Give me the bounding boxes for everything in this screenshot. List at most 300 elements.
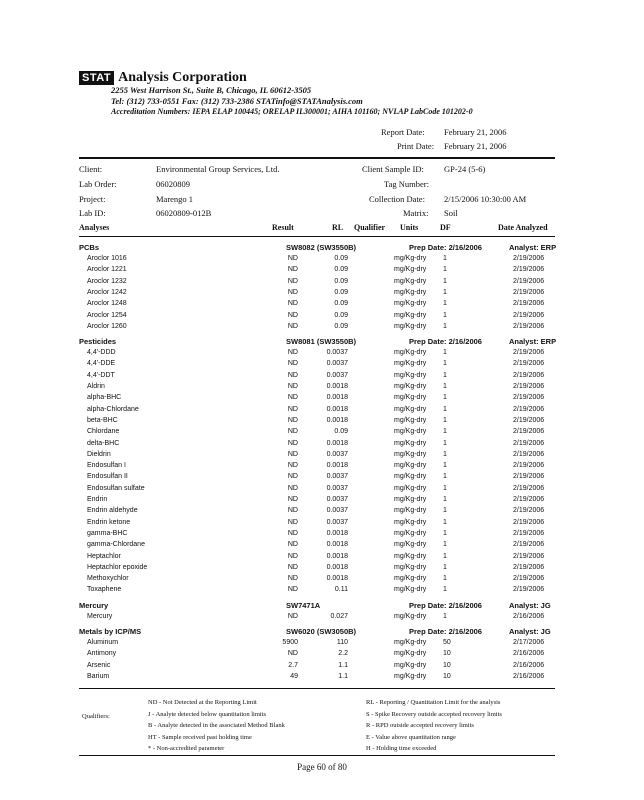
result-value: ND — [287, 300, 298, 308]
analyte-name: 4,4'-DDE — [87, 360, 116, 368]
analyte-name: alpha-BHC — [87, 394, 122, 402]
date-analyzed-value: 2/19/2006 — [513, 563, 545, 571]
date-analyzed-value: 2/19/2006 — [513, 288, 545, 296]
qualifier-item: * - Non-accredited parameter — [148, 745, 225, 752]
stat-logo: STAT — [79, 71, 114, 85]
table-row — [0, 372, 644, 383]
units-value: mg/Kg-dry — [394, 371, 427, 379]
analyte-name: Aroclor 1248 — [87, 300, 127, 308]
client-sample-id-label: Client Sample ID: — [362, 164, 424, 174]
result-value: 2.7 — [288, 661, 298, 669]
units-value: mg/Kg-dry — [394, 473, 427, 481]
table-row — [0, 394, 644, 405]
table-row — [0, 417, 644, 428]
df-value: 1 — [443, 541, 447, 549]
df-value: 1 — [443, 300, 447, 308]
df-value: 1 — [443, 360, 447, 368]
rl-value: 0.0018 — [326, 529, 348, 537]
df-value: 1 — [443, 383, 447, 390]
group-name: Metals by ICP/MS — [79, 627, 142, 636]
table-row — [0, 462, 644, 473]
rl-value: 0.0018 — [326, 405, 348, 413]
rl-value: 0.09 — [334, 322, 348, 330]
group-header — [79, 601, 579, 613]
company-header — [79, 68, 247, 86]
units-value: mg/Kg-dry — [394, 672, 427, 680]
page-number: Page 60 of 80 — [297, 762, 347, 772]
qualifier-item: B - Analyte detected in the associated Method Blank — [148, 722, 285, 729]
result-value: ND — [287, 586, 298, 594]
rl-value: 1.1 — [338, 672, 348, 680]
table-row — [0, 613, 644, 624]
analyte-name: Endrin — [87, 496, 108, 503]
rl-value: 0.09 — [334, 288, 348, 296]
date-analyzed-value: 2/16/2006 — [513, 672, 545, 680]
date-analyzed-value: 2/19/2006 — [513, 473, 545, 481]
analyte-name: Toxaphene — [87, 586, 122, 594]
date-analyzed-value: 2/19/2006 — [513, 360, 545, 368]
df-value: 1 — [443, 518, 447, 526]
rl-value: 0.0018 — [326, 575, 348, 583]
df-value: 1 — [443, 349, 447, 357]
result-value: ND — [287, 311, 298, 319]
result-value: ND — [287, 383, 298, 390]
date-analyzed-value: 2/19/2006 — [513, 416, 545, 424]
analyte-name: Heptachlor epoxide — [87, 563, 148, 571]
result-value: 49 — [290, 672, 298, 680]
df-value: 10 — [443, 672, 451, 680]
group-analyst: Analyst: JG — [509, 627, 551, 636]
collection-date-label: Collection Date: — [369, 194, 425, 204]
result-value: ND — [287, 575, 298, 583]
df-value: 1 — [443, 450, 447, 458]
date-analyzed-value: 2/19/2006 — [513, 439, 545, 447]
table-row — [0, 586, 644, 597]
result-value: ND — [287, 255, 298, 262]
group-name: Mercury — [79, 600, 109, 610]
analyte-name: Aroclor 1016 — [87, 255, 127, 262]
rl-value: 0.0037 — [326, 473, 348, 481]
units-value: mg/Kg-dry — [394, 563, 427, 571]
table-row — [0, 255, 644, 266]
group-prep-date: Prep Date: 2/16/2006 — [409, 243, 482, 252]
qualifiers-label: Qualifiers: — [82, 713, 110, 720]
df-value: 1 — [443, 266, 447, 274]
rl-value: 0.0018 — [326, 552, 348, 560]
group-method: SW8081 (SW3550B) — [286, 337, 357, 347]
rl-value: 0.0037 — [326, 360, 348, 368]
group-prep-date: Prep Date: 2/16/2006 — [409, 627, 482, 636]
df-value: 1 — [443, 311, 447, 319]
qualifier-item: S - Spike Recovery outside accepted recovery limits — [366, 710, 502, 718]
col-rl: RL — [332, 223, 344, 232]
units-value: mg/Kg-dry — [394, 349, 427, 357]
analyte-name: Aroclor 1242 — [87, 288, 127, 296]
date-analyzed-value: 2/16/2006 — [513, 612, 545, 620]
table-row — [0, 451, 644, 462]
units-value: mg/Kg-dry — [394, 322, 427, 330]
col-analyses: Analyses — [79, 223, 110, 232]
units-value: mg/Kg-dry — [394, 661, 427, 669]
rl-value: 0.0037 — [326, 518, 348, 526]
rl-value: 0.0037 — [326, 349, 348, 357]
divider-top — [79, 157, 555, 159]
rl-value: 0.0018 — [326, 439, 348, 447]
table-row — [0, 496, 644, 507]
result-value: ND — [287, 507, 298, 515]
rl-value: 0.0018 — [326, 416, 348, 424]
units-value: mg/Kg-dry — [394, 507, 427, 515]
units-value: mg/Kg-dry — [394, 518, 427, 526]
date-analyzed-value: 2/19/2006 — [513, 266, 545, 274]
column-header-row — [0, 223, 644, 235]
analyte-name: Endrin ketone — [87, 518, 131, 526]
table-row — [0, 300, 644, 311]
analyte-name: gamma-BHC — [87, 529, 128, 537]
df-value: 50 — [443, 639, 451, 646]
table-row — [0, 278, 644, 289]
units-value: mg/Kg-dry — [394, 612, 427, 620]
rl-value: 1.1 — [338, 661, 348, 669]
analyte-name: Aroclor 1221 — [87, 266, 127, 274]
date-analyzed-value: 2/19/2006 — [513, 518, 545, 526]
date-analyzed-value: 2/16/2006 — [513, 650, 545, 658]
project-label: Project: — [79, 194, 106, 204]
table-row — [0, 519, 644, 530]
col-qualifier: Qualifier — [354, 223, 386, 232]
accreditation-numbers: Accreditation Numbers: IEPA ELAP 100445; ORELAP IL300001; AIHA 101160; NVLAP LabCode 101202-0 — [111, 107, 473, 116]
analyte-name: Aldrin — [87, 383, 105, 390]
group-header — [79, 337, 579, 349]
analyte-name: Aroclor 1254 — [87, 311, 127, 319]
units-value: mg/Kg-dry — [394, 552, 427, 560]
rl-value: 0.09 — [334, 277, 348, 285]
result-value: ND — [287, 439, 298, 447]
result-value: ND — [287, 371, 298, 379]
analyte-name: Aroclor 1260 — [87, 322, 127, 330]
table-row — [0, 639, 644, 650]
units-value: mg/Kg-dry — [394, 266, 427, 274]
table-row — [0, 673, 644, 684]
qualifier-item: ND - Not Detected at the Reporting Limit — [148, 699, 257, 706]
df-value: 1 — [443, 507, 447, 515]
result-value: ND — [287, 496, 298, 503]
analyte-name: Aluminum — [87, 639, 119, 646]
analyte-name: Mercury — [87, 612, 113, 620]
date-analyzed-value: 2/19/2006 — [513, 586, 545, 594]
date-analyzed-value: 2/19/2006 — [513, 529, 545, 537]
units-value: mg/Kg-dry — [394, 394, 427, 402]
report-date: February 21, 2006 — [444, 127, 507, 137]
date-analyzed-value: 2/19/2006 — [513, 300, 545, 308]
project-value: Marengo 1 — [156, 194, 194, 204]
df-value: 1 — [443, 529, 447, 537]
units-value: mg/Kg-dry — [394, 428, 427, 436]
units-value: mg/Kg-dry — [394, 484, 427, 492]
result-value: ND — [287, 450, 298, 458]
result-value: ND — [287, 529, 298, 537]
group-method: SW7471A — [286, 600, 321, 610]
group-name: PCBs — [79, 243, 100, 252]
units-value: mg/Kg-dry — [394, 439, 427, 447]
result-value: ND — [287, 484, 298, 492]
divider-qualifiers — [79, 755, 555, 756]
result-value: ND — [287, 322, 298, 330]
result-value: ND — [287, 612, 298, 620]
lab-id-label: Lab ID: — [79, 208, 106, 218]
group-analyst: Analyst: JG — [509, 600, 551, 610]
lab-order-value: 06020809 — [156, 179, 190, 189]
analyte-name: 4,4'-DDD — [87, 349, 116, 357]
result-value: ND — [287, 541, 298, 549]
collection-date-value: 2/15/2006 10:30:00 AM — [444, 194, 527, 204]
df-value: 1 — [443, 612, 447, 620]
table-row — [0, 662, 644, 673]
table-row — [0, 323, 644, 334]
date-analyzed-value: 2/19/2006 — [513, 450, 545, 458]
qualifier-item: HT - Sample received past holding time — [148, 733, 252, 741]
df-value: 1 — [443, 462, 447, 470]
qualifier-item: R - RPD outside accepted recovery limits — [366, 722, 474, 729]
rl-value: 0.11 — [334, 586, 348, 594]
date-analyzed-value: 2/19/2006 — [513, 507, 545, 515]
group-method: SW6020 (SW3050B) — [286, 627, 357, 636]
df-value: 1 — [443, 416, 447, 424]
table-row — [0, 383, 644, 394]
units-value: mg/Kg-dry — [394, 541, 427, 549]
matrix-label: Matrix: — [403, 208, 429, 218]
date-analyzed-value: 2/19/2006 — [513, 394, 545, 402]
table-row — [0, 650, 644, 661]
rl-value: 0.0037 — [326, 507, 348, 515]
analyte-name: Endosulfan II — [87, 473, 128, 481]
group-analyst: Analyst: ERP — [509, 243, 557, 252]
date-analyzed-value: 2/19/2006 — [513, 322, 545, 330]
units-value: mg/Kg-dry — [394, 288, 427, 296]
units-value: mg/Kg-dry — [394, 360, 427, 368]
df-value: 10 — [443, 661, 451, 669]
rl-value: 0.09 — [334, 300, 348, 308]
company-address: 2255 West Harrison St., Suite B, Chicago, IL 60612-3505 — [111, 85, 312, 95]
analyte-name: Endosulfan I — [87, 462, 126, 470]
result-value: ND — [287, 266, 298, 274]
report-date-label: Report Date: — [381, 127, 425, 137]
divider-bottom — [79, 688, 555, 689]
company-contact: Tel: (312) 733-0551 Fax: (312) 733-2386 STATinfo@STATAnalysis.com — [111, 96, 363, 106]
analyte-name: Chlordane — [87, 428, 120, 436]
table-row — [0, 485, 644, 496]
df-value: 1 — [443, 575, 447, 583]
date-analyzed-value: 2/19/2006 — [513, 311, 545, 319]
units-value: mg/Kg-dry — [394, 639, 427, 646]
result-value: ND — [287, 360, 298, 368]
tag-number-label: Tag Number: — [384, 179, 429, 189]
analyte-name: Arsenic — [87, 661, 111, 669]
result-value: ND — [287, 394, 298, 402]
table-row — [0, 349, 644, 360]
result-value: ND — [287, 405, 298, 413]
units-value: mg/Kg-dry — [394, 300, 427, 308]
analyte-name: alpha-Chlordane — [87, 405, 139, 413]
divider-header — [79, 236, 555, 237]
group-header — [79, 627, 579, 639]
result-value: ND — [287, 462, 298, 470]
units-value: mg/Kg-dry — [394, 496, 427, 503]
table-row — [0, 266, 644, 277]
analyte-name: gamma-Chlordane — [87, 541, 145, 549]
date-analyzed-value: 2/19/2006 — [513, 484, 545, 492]
date-analyzed-value: 2/17/2006 — [513, 639, 545, 646]
group-name: Pesticides — [79, 337, 117, 347]
analyte-name: Barium — [87, 672, 110, 680]
units-value: mg/Kg-dry — [394, 255, 427, 262]
result-value: ND — [287, 650, 298, 658]
result-value: ND — [287, 349, 298, 357]
analyte-name: Endrin aldehyde — [87, 507, 138, 515]
table-row — [0, 312, 644, 323]
result-value: ND — [287, 563, 298, 571]
df-value: 1 — [443, 288, 447, 296]
units-value: mg/Kg-dry — [394, 650, 427, 658]
table-row — [0, 440, 644, 451]
units-value: mg/Kg-dry — [394, 383, 427, 390]
units-value: mg/Kg-dry — [394, 405, 427, 413]
result-value: ND — [287, 416, 298, 424]
df-value: 1 — [443, 484, 447, 492]
group-prep-date: Prep Date: 2/16/2006 — [409, 337, 482, 347]
result-value: ND — [287, 428, 298, 436]
rl-value: 0.09 — [334, 255, 348, 262]
date-analyzed-value: 2/19/2006 — [513, 255, 545, 262]
df-value: 1 — [443, 552, 447, 560]
units-value: mg/Kg-dry — [394, 575, 427, 583]
units-value: mg/Kg-dry — [394, 277, 427, 285]
table-row — [0, 530, 644, 541]
client-value: Environmental Group Services, Ltd. — [156, 164, 280, 174]
units-value: mg/Kg-dry — [394, 462, 427, 470]
col-result: Result — [272, 223, 294, 232]
group-header — [79, 243, 579, 255]
client-sample-id-value: GP-24 (5-6) — [444, 164, 486, 174]
date-analyzed-value: 2/16/2006 — [513, 661, 545, 669]
qualifier-item: H - Holding time exceeded — [366, 745, 437, 752]
table-row — [0, 473, 644, 484]
df-value: 1 — [443, 586, 447, 594]
group-analyst: Analyst: ERP — [509, 337, 557, 347]
client-label: Client: — [79, 164, 103, 174]
df-value: 1 — [443, 439, 447, 447]
date-analyzed-value: 2/19/2006 — [513, 428, 545, 436]
rl-value: 0.0037 — [326, 496, 348, 503]
units-value: mg/Kg-dry — [394, 450, 427, 458]
analyte-name: beta-BHC — [87, 416, 118, 424]
rl-value: 0.0018 — [326, 383, 348, 390]
result-value: ND — [287, 473, 298, 481]
df-value: 1 — [443, 255, 447, 262]
df-value: 1 — [443, 371, 447, 379]
date-analyzed-value: 2/19/2006 — [513, 405, 545, 413]
date-analyzed-value: 2/19/2006 — [513, 462, 545, 470]
units-value: mg/Kg-dry — [394, 311, 427, 319]
result-value: ND — [287, 277, 298, 285]
result-value: ND — [287, 552, 298, 560]
df-value: 1 — [443, 428, 447, 436]
result-value: ND — [287, 288, 298, 296]
df-value: 1 — [443, 394, 447, 402]
df-value: 1 — [443, 322, 447, 330]
col-df: DF — [440, 223, 451, 232]
company-name: Analysis Corporation — [118, 70, 247, 85]
rl-value: 0.0018 — [326, 394, 348, 402]
rl-value: 2.2 — [338, 650, 348, 658]
df-value: 1 — [443, 473, 447, 481]
result-value: 5900 — [282, 639, 298, 646]
table-row — [0, 553, 644, 564]
date-analyzed-value: 2/19/2006 — [513, 552, 545, 560]
analyte-name: Heptachlor — [87, 552, 121, 560]
analyte-name: Aroclor 1232 — [87, 277, 127, 285]
print-date-label: Print Date: — [397, 141, 435, 151]
df-value: 1 — [443, 563, 447, 571]
df-value: 1 — [443, 496, 447, 503]
analyte-name: Endosulfan sulfate — [87, 484, 145, 492]
df-value: 1 — [443, 405, 447, 413]
qualifier-item: J - Analyte detected below quantitation limits — [148, 710, 267, 718]
analyte-name: Methoxychlor — [87, 575, 129, 583]
analyte-name: Antimony — [87, 650, 117, 658]
qualifier-item: E - Value above quantitation range — [366, 733, 456, 741]
rl-value: 0.0018 — [326, 462, 348, 470]
date-analyzed-value: 2/19/2006 — [513, 496, 545, 503]
rl-value: 0.09 — [334, 428, 348, 436]
date-analyzed-value: 2/19/2006 — [513, 349, 545, 357]
result-value: ND — [287, 518, 298, 526]
date-analyzed-value: 2/19/2006 — [513, 371, 545, 379]
table-row — [0, 406, 644, 417]
table-row — [0, 541, 644, 552]
rl-value: 0.09 — [334, 266, 348, 274]
qualifier-item: RL - Reporting / Quantitation Limit for the analysis — [366, 699, 501, 706]
rl-value: 0.0018 — [326, 541, 348, 549]
rl-value: 0.0037 — [326, 484, 348, 492]
date-analyzed-value: 2/19/2006 — [513, 575, 545, 583]
analyte-name: delta-BHC — [87, 439, 120, 447]
col-date-analyzed: Date Analyzed — [498, 223, 548, 232]
date-analyzed-value: 2/19/2006 — [513, 383, 545, 390]
col-units: Units — [400, 223, 419, 232]
units-value: mg/Kg-dry — [394, 416, 427, 424]
df-value: 10 — [443, 650, 451, 658]
table-row — [0, 575, 644, 586]
print-date: February 21, 2006 — [444, 141, 507, 151]
table-row — [0, 564, 644, 575]
lab-order-label: Lab Order: — [79, 179, 117, 189]
group-prep-date: Prep Date: 2/16/2006 — [409, 600, 482, 610]
table-row — [0, 428, 644, 439]
units-value: mg/Kg-dry — [394, 586, 427, 594]
analyte-name: 4,4'-DDT — [87, 371, 115, 379]
df-value: 1 — [443, 277, 447, 285]
rl-value: 0.0037 — [326, 371, 348, 379]
rl-value: 110 — [336, 639, 348, 646]
table-row — [0, 360, 644, 371]
matrix-value: Soil — [444, 208, 458, 218]
rl-value: 0.0037 — [326, 450, 348, 458]
date-analyzed-value: 2/19/2006 — [513, 541, 545, 549]
units-value: mg/Kg-dry — [394, 529, 427, 537]
table-row — [0, 507, 644, 518]
group-method: SW8082 (SW3550B) — [286, 243, 357, 252]
